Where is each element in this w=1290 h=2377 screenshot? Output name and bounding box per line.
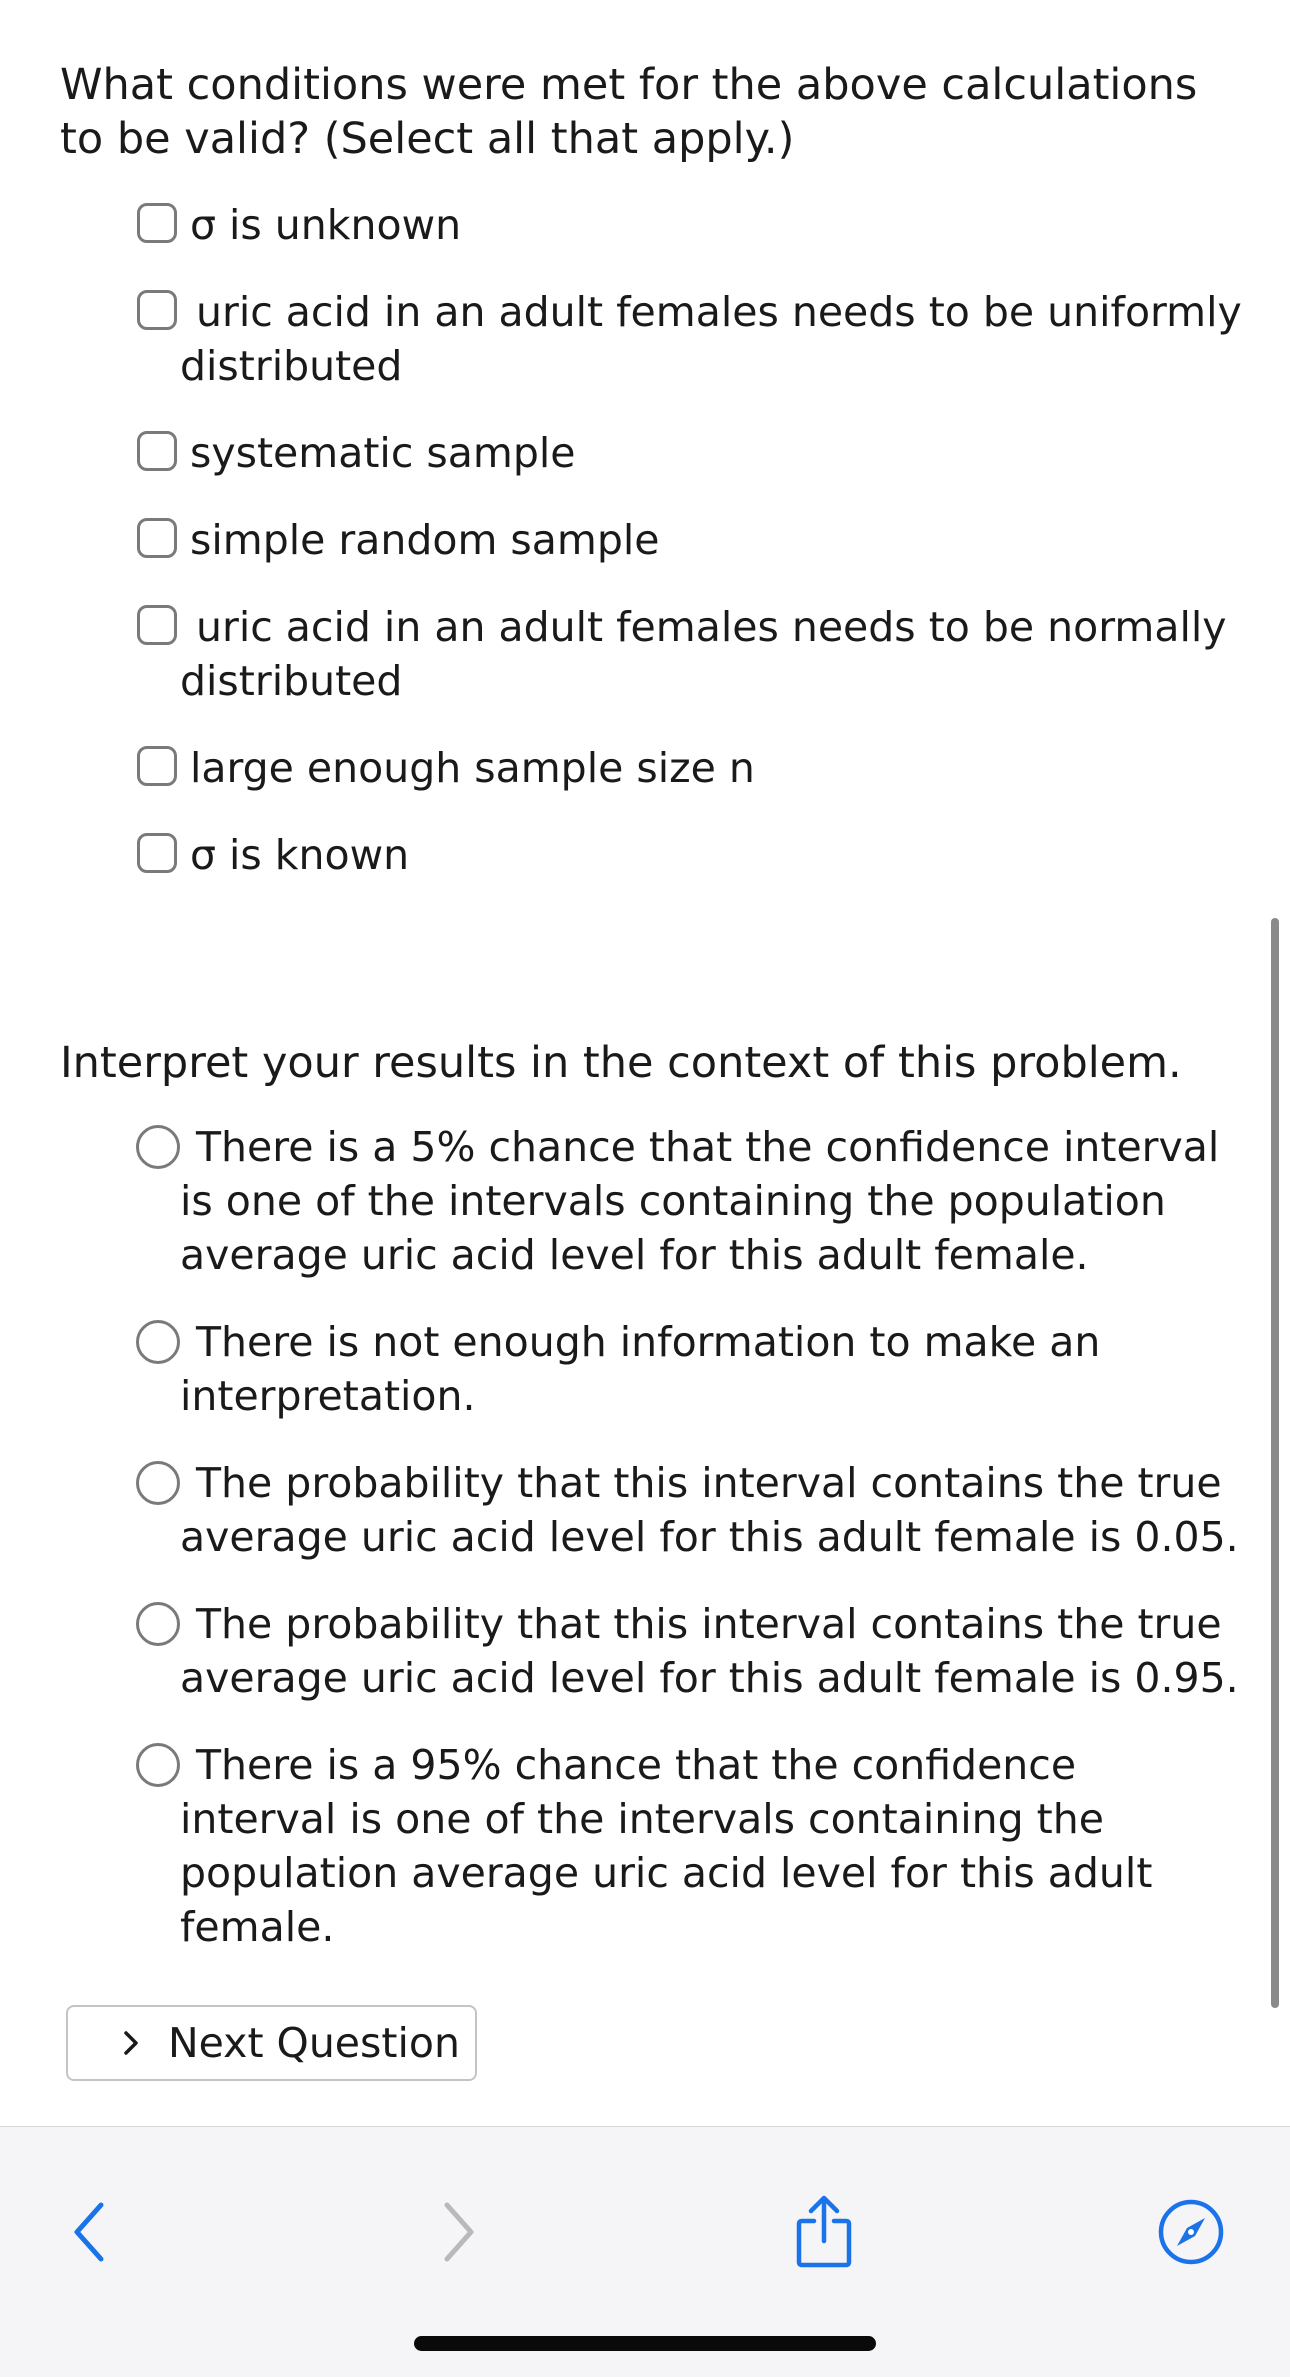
compass-icon [1156,2197,1226,2267]
radio-button[interactable] [136,1320,180,1364]
option-95-percent-chance[interactable] [133,1738,1243,1954]
compass-button[interactable] [1146,2177,1236,2287]
checkbox[interactable] [137,518,177,558]
radio-button[interactable] [136,1602,180,1646]
option-simple-random-sample[interactable] [133,513,1243,567]
option-label: uric acid in an adult females needs to be uniformly distributed [180,288,1242,390]
option-systematic-sample[interactable] [133,426,1243,480]
option-5-percent-chance[interactable] [133,1120,1243,1282]
option-label: systematic sample [190,429,576,477]
radio-button[interactable] [136,1461,180,1505]
option-probability-0-95[interactable] [133,1597,1243,1705]
checkbox[interactable] [137,605,177,645]
option-label: The probability that this interval contains the true average uric acid level for this adult female is 0.05. [180,1459,1239,1561]
option-uniformly-distributed[interactable] [133,285,1243,393]
option-label: There is a 5% chance that the confidence interval is one of the intervals containing the population average uric acid level for this adult female. [180,1123,1220,1279]
radio-button[interactable] [136,1125,180,1169]
option-not-enough-information[interactable] [133,1315,1243,1423]
option-sigma-unknown[interactable] [133,198,1243,252]
share-button[interactable] [779,2177,869,2287]
next-question-button[interactable] [66,2005,477,2081]
radio-button[interactable] [136,1743,180,1787]
option-probability-0-05[interactable] [133,1456,1243,1564]
scrollbar[interactable] [1271,918,1279,2008]
forward-button[interactable] [414,2177,504,2287]
option-label: uric acid in an adult females needs to be normally distributed [180,603,1227,705]
option-label: The probability that this interval contains the true average uric acid level for this adult female is 0.95. [180,1600,1239,1702]
option-label: σ is unknown [190,201,462,249]
home-indicator [414,2336,876,2351]
option-large-sample-size[interactable] [133,741,1243,795]
question-2-prompt: Interpret your results in the context of this problem. [60,1038,1182,1088]
checkbox[interactable] [137,203,177,243]
option-label: large enough sample size n [190,744,755,792]
checkbox[interactable] [137,431,177,471]
next-question-label: Next Question [168,2019,460,2067]
share-icon [794,2195,854,2269]
chevron-left-icon [69,2201,109,2263]
question-1-prompt: What conditions were met for the above calculations to be valid? (Select all that apply.) [60,60,1198,164]
option-label: There is a 95% chance that the confidence interval is one of the intervals containing the population average uric acid level for this adult female. [180,1741,1153,1951]
option-label: There is not enough information to make an interpretation. [180,1318,1101,1420]
question-1-options [133,198,1243,915]
option-label: σ is known [190,831,410,879]
checkbox[interactable] [137,833,177,873]
option-sigma-known[interactable] [133,828,1243,882]
checkbox[interactable] [137,746,177,786]
chevron-right-icon [118,2030,144,2056]
option-normally-distributed[interactable] [133,600,1243,708]
chevron-right-icon [439,2201,479,2263]
option-label: simple random sample [190,516,660,564]
back-button[interactable] [44,2177,134,2287]
question-2-options [133,1120,1243,1987]
checkbox[interactable] [137,290,177,330]
